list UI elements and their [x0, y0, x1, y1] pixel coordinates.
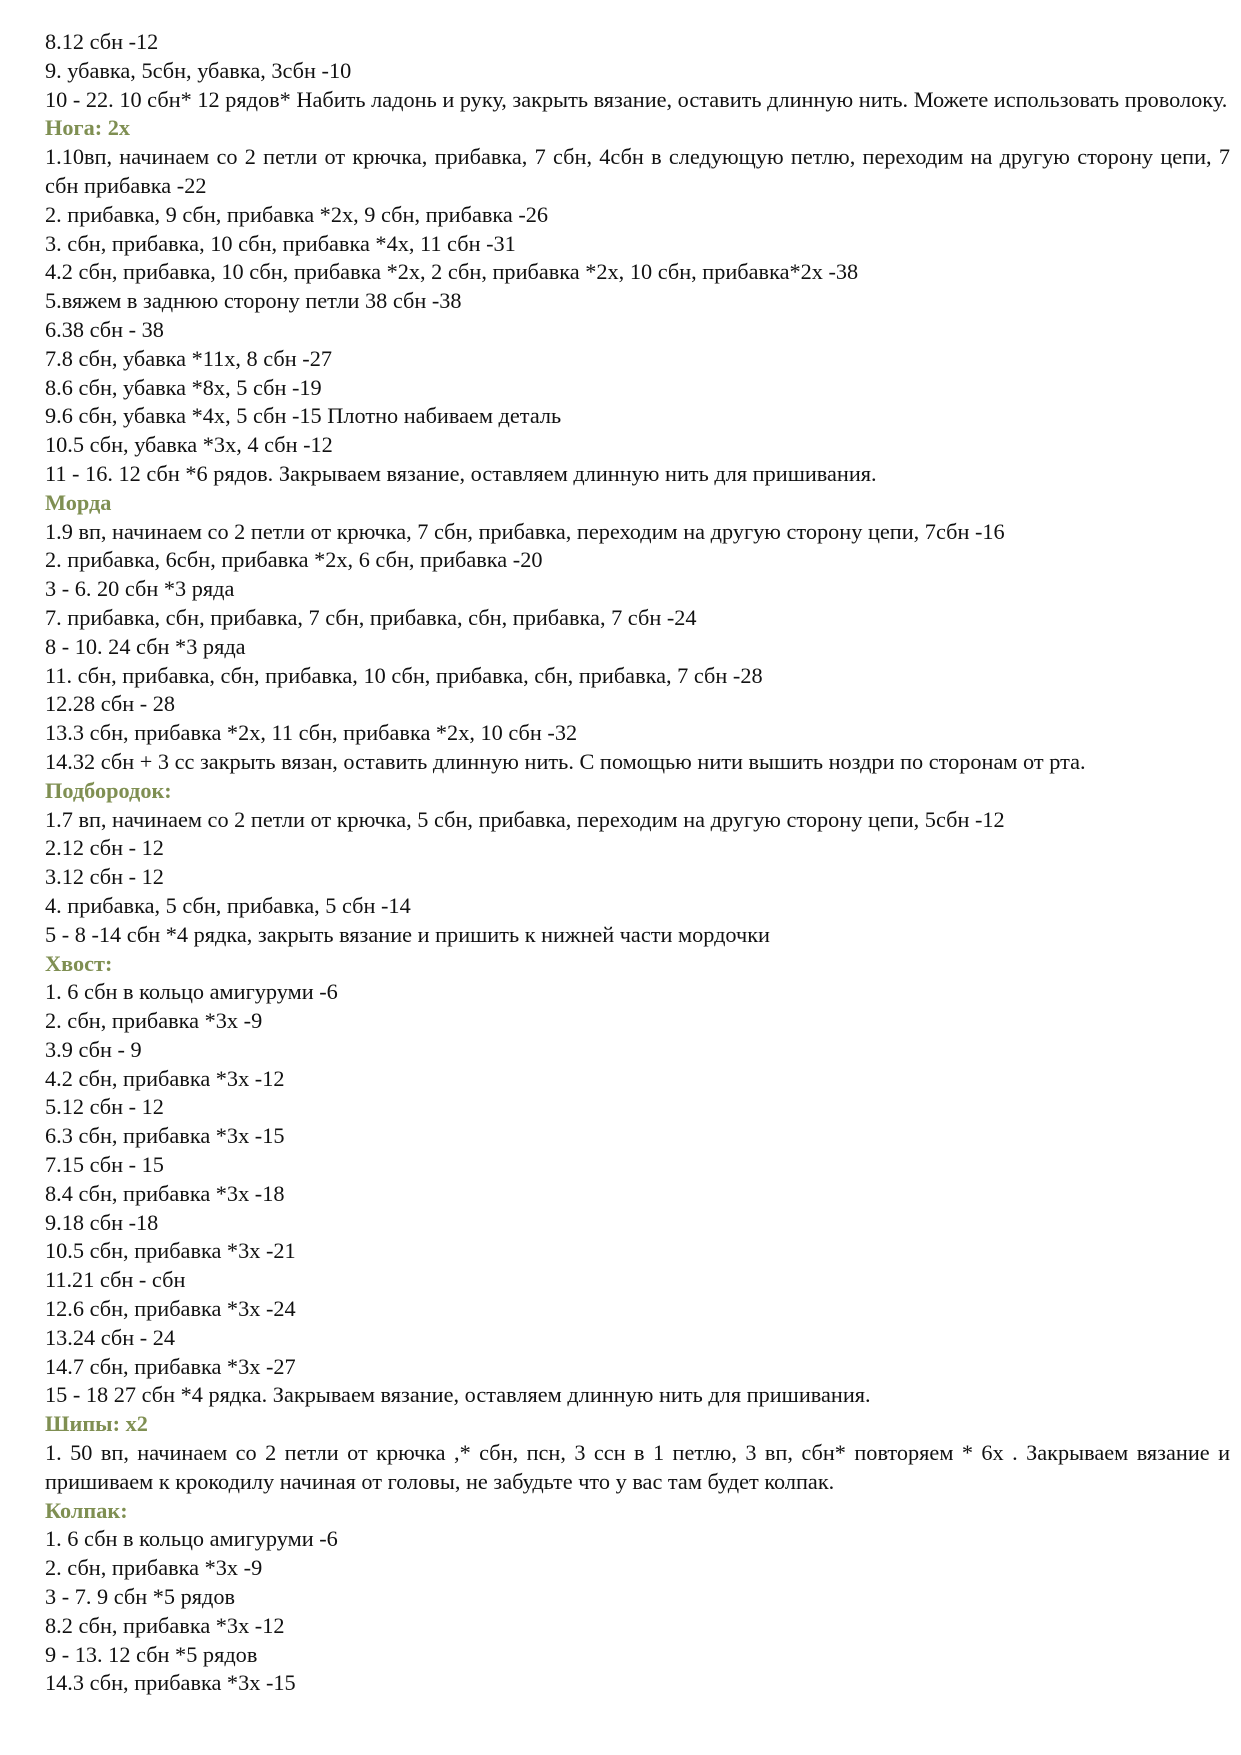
instruction-line: 5.12 сбн - 12 [45, 1094, 164, 1120]
instruction-line: 7. прибавка, сбн, прибавка, 7 сбн, прибавка, сбн, прибавка, 7 сбн -24 [45, 604, 697, 630]
section-heading: Нога: 2х [45, 115, 131, 141]
section-heading: Шипы: х2 [45, 1411, 148, 1437]
instruction-line: 2. сбн, прибавка *3х -9 [45, 1555, 263, 1581]
instruction-line: 12.6 сбн, прибавка *3х -24 [45, 1296, 296, 1322]
instruction-line: 2. прибавка, 9 сбн, прибавка *2х, 9 сбн, прибавка -26 [45, 201, 549, 227]
instruction-line: 2. сбн, прибавка *3х -9 [45, 1008, 263, 1034]
instruction-line: 9.6 сбн, убавка *4х, 5 сбн -15 Плотно набиваем деталь [45, 403, 562, 429]
instruction-line: 1.9 вп, начинаем со 2 петли от крючка, 7 сбн, прибавка, переходим на другую сторону цепи, 7сбн -16 [45, 518, 1005, 544]
instruction-line: 1. 6 сбн в кольцо амигуруми -6 [45, 1526, 338, 1552]
instruction-line: 2. прибавка, 6сбн, прибавка *2х, 6 сбн, прибавка -20 [45, 547, 543, 573]
instruction-line: 14.32 сбн + 3 сс закрыть вязан, оставить длинную нить. С помощью нити вышить ноздри по сторонам от рта. [45, 748, 1086, 774]
instruction-line: 14.7 сбн, прибавка *3х -27 [45, 1353, 296, 1379]
instruction-line: 4.2 сбн, прибавка *3х -12 [45, 1065, 285, 1091]
instruction-line: 1. 6 сбн в кольцо амигуруми -6 [45, 979, 338, 1005]
instruction-line: 12.28 сбн - 28 [45, 691, 176, 717]
instruction-line: 4.2 сбн, прибавка, 10 сбн, прибавка *2х, 2 сбн, прибавка *2х, 10 сбн, прибавка*2х -38 [45, 259, 859, 285]
instruction-line: 7.8 сбн, убавка *11х, 8 сбн -27 [45, 345, 333, 371]
instruction-line: 6.38 сбн - 38 [45, 316, 164, 342]
instruction-line: 15 - 18 27 сбн *4 рядка. Закрываем вязание, оставляем длинную нить для пришивания. [45, 1382, 871, 1408]
instruction-line: 7.15 сбн - 15 [45, 1152, 164, 1178]
instruction-line: 5 - 8 -14 сбн *4 рядка, закрыть вязание и пришить к нижней части мордочки [45, 921, 770, 947]
section-heading: Подбородок: [45, 777, 172, 803]
instruction-line: 3.9 сбн - 9 [45, 1036, 142, 1062]
instruction-line: 13.24 сбн - 24 [45, 1324, 176, 1350]
instruction-line: 11. сбн, прибавка, сбн, прибавка, 10 сбн, прибавка, сбн, прибавка, 7 сбн -28 [45, 662, 763, 688]
instruction-line: 3. сбн, прибавка, 10 сбн, прибавка *4х, 11 сбн -31 [45, 230, 516, 256]
instruction-line: 1.10вп, начинаем со 2 петли от крючка, прибавка, 7 сбн, 4сбн в следующую петлю, переходим на другую сторону цепи, 7 сбн прибавка -22 [45, 144, 1230, 198]
instruction-line: 14.3 сбн, прибавка *3х -15 [45, 1670, 296, 1696]
instruction-line: 10.5 сбн, прибавка *3х -21 [45, 1238, 296, 1264]
instruction-line: 6.3 сбн, прибавка *3х -15 [45, 1123, 285, 1149]
instruction-line: 9 - 13. 12 сбн *5 рядов [45, 1641, 258, 1667]
instruction-line: 3 - 6. 20 сбн *3 ряда [45, 576, 235, 602]
instruction-line: 3.12 сбн - 12 [45, 864, 164, 890]
instruction-line: 11.21 сбн - сбн [45, 1267, 186, 1293]
pattern-document [45, 28, 1235, 1698]
instruction-line: 8 - 10. 24 сбн *3 ряда [45, 633, 246, 659]
section-heading: Хвост: [45, 950, 113, 976]
instruction-line: 8.12 сбн -12 [45, 29, 159, 54]
instruction-line: 3 - 7. 9 сбн *5 рядов [45, 1584, 236, 1610]
instruction-line: 2.12 сбн - 12 [45, 835, 164, 861]
instruction-line: 1. 50 вп, начинаем со 2 петли от крючка ,* сбн, псн, 3 ссн в 1 петлю, 3 вп, сбн* повторяем * 6х . Закрываем вязание и пришиваем к крокодилу начиная от головы, не забудьте что у вас там будет колпак. [45, 1440, 1230, 1494]
section-heading: Колпак: [45, 1497, 128, 1523]
instruction-line: 10.5 сбн, убавка *3х, 4 сбн -12 [45, 432, 333, 458]
instruction-line: 1.7 вп, начинаем со 2 петли от крючка, 5 сбн, прибавка, переходим на другую сторону цепи, 5сбн -12 [45, 806, 1005, 832]
instruction-line: 9. убавка, 5сбн, убавка, 3сбн -10 [45, 57, 352, 83]
instruction-line: 8.6 сбн, убавка *8х, 5 сбн -19 [45, 374, 322, 400]
instruction-line: 10 - 22. 10 сбн* 12 рядов* Набить ладонь и руку, закрыть вязание, оставить длинную нить. Можете использовать проволоку. [45, 86, 1228, 112]
instruction-line: 8.2 сбн, прибавка *3х -12 [45, 1612, 285, 1638]
section-heading: Морда [45, 489, 112, 515]
instruction-line: 8.4 сбн, прибавка *3х -18 [45, 1180, 285, 1206]
instruction-line: 4. прибавка, 5 сбн, прибавка, 5 сбн -14 [45, 892, 411, 918]
instruction-line: 11 - 16. 12 сбн *6 рядов. Закрываем вязание, оставляем длинную нить для пришивания. [45, 460, 877, 486]
instruction-line: 9.18 сбн -18 [45, 1209, 159, 1235]
instruction-line: 13.3 сбн, прибавка *2х, 11 сбн, прибавка *2х, 10 сбн -32 [45, 720, 578, 746]
instruction-line: 5.вяжем в заднюю сторону петли 38 сбн -38 [45, 288, 462, 314]
